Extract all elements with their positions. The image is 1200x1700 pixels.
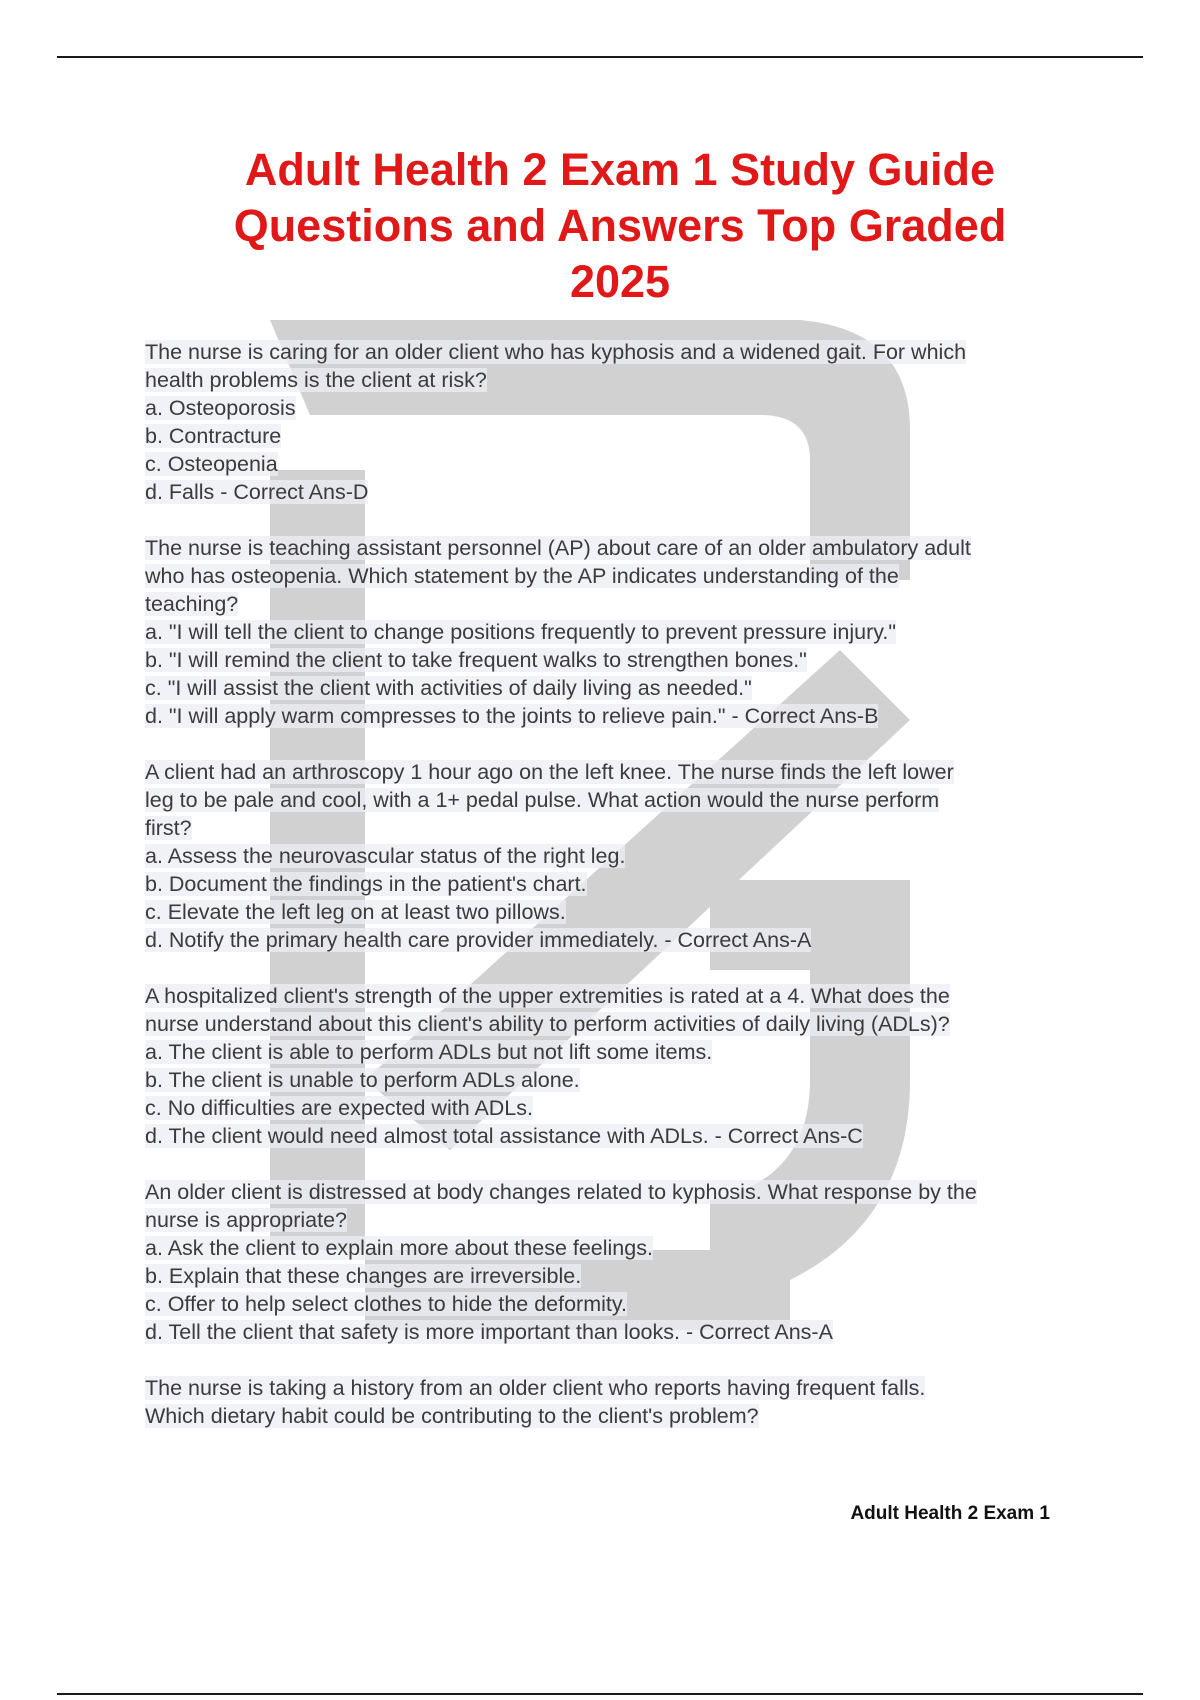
question-1-option-d-answer: d. Falls - Correct Ans-D [145, 480, 369, 504]
question-block-2 [145, 534, 1090, 730]
question-block-3 [145, 758, 1090, 954]
question-6-stem-line-2: Which dietary habit could be contributing to the client's problem? [145, 1404, 759, 1428]
question-3-stem-line-2: leg to be pale and cool, with a 1+ pedal pulse. What action would the nurse perform [145, 788, 940, 812]
question-1-option-b: b. Contracture [145, 424, 282, 448]
question-5-option-c: c. Offer to help select clothes to hide the deformity. [145, 1292, 628, 1316]
question-3-stem-line-3: first? [145, 816, 192, 840]
question-block-1 [145, 338, 1090, 506]
question-list [145, 338, 1090, 1458]
question-5-option-a: a. Ask the client to explain more about these feelings. [145, 1236, 653, 1260]
document-title [130, 142, 1110, 310]
question-2-stem-line-2: who has osteopenia. Which statement by the AP indicates understanding of the [145, 564, 899, 588]
header-rule [57, 56, 1143, 58]
page-footer: Adult Health 2 Exam 1 [850, 1503, 1050, 1524]
question-6-stem-line-1: The nurse is taking a history from an older client who reports having frequent falls. [145, 1376, 926, 1400]
question-1-stem-line-1: The nurse is caring for an older client who has kyphosis and a widened gait. For which [145, 340, 967, 364]
question-3-option-d-answer: d. Notify the primary health care provider immediately. - Correct Ans-A [145, 928, 812, 952]
question-2-option-b: b. "I will remind the client to take frequent walks to strengthen bones." [145, 648, 807, 672]
title-line-1: Adult Health 2 Exam 1 Study Guide [244, 144, 996, 195]
question-5-option-b: b. Explain that these changes are irreversible. [145, 1264, 582, 1288]
question-2-stem-line-1: The nurse is teaching assistant personnel (AP) about care of an older ambulatory adult [145, 536, 971, 560]
question-4-stem-line-1: A hospitalized client's strength of the upper extremities is rated at a 4. What does the [145, 984, 950, 1008]
question-5-stem-line-2: nurse is appropriate? [145, 1208, 347, 1232]
question-4-stem-line-2: nurse understand about this client's ability to perform activities of daily living (ADLs)? [145, 1012, 950, 1036]
question-block-5 [145, 1178, 1090, 1346]
question-2-option-d-answer: d. "I will apply warm compresses to the joints to relieve pain." - Correct Ans-B [145, 704, 879, 728]
footer-rule [57, 1693, 1143, 1695]
question-block-4 [145, 982, 1090, 1150]
question-4-option-d-answer: d. The client would need almost total assistance with ADLs. - Correct Ans-C [145, 1124, 863, 1148]
question-2-option-a: a. "I will tell the client to change positions frequently to prevent pressure injury." [145, 620, 897, 644]
question-3-option-c: c. Elevate the left leg on at least two pillows. [145, 900, 566, 924]
question-4-option-b: b. The client is unable to perform ADLs alone. [145, 1068, 580, 1092]
question-1-option-a: a. Osteoporosis [145, 396, 296, 420]
question-5-option-d-answer: d. Tell the client that safety is more important than looks. - Correct Ans-A [145, 1320, 833, 1344]
question-5-stem-line-1: An older client is distressed at body changes related to kyphosis. What response by the [145, 1180, 977, 1204]
question-1-option-c: c. Osteopenia [145, 452, 278, 476]
title-line-3: 2025 [569, 256, 671, 307]
question-2-option-c: c. "I will assist the client with activities of daily living as needed." [145, 676, 752, 700]
question-3-option-b: b. Document the findings in the patient's chart. [145, 872, 587, 896]
question-4-option-c: c. No difficulties are expected with ADLs. [145, 1096, 533, 1120]
question-2-stem-line-3: teaching? [145, 592, 239, 616]
question-block-6 [145, 1374, 1090, 1430]
question-3-option-a: a. Assess the neurovascular status of the right leg. [145, 844, 626, 868]
title-line-2: Questions and Answers Top Graded [233, 200, 1007, 251]
question-1-stem-line-2: health problems is the client at risk? [145, 368, 487, 392]
question-4-option-a: a. The client is able to perform ADLs but not lift some items. [145, 1040, 713, 1064]
question-3-stem-line-1: A client had an arthroscopy 1 hour ago on the left knee. The nurse finds the left lower [145, 760, 954, 784]
